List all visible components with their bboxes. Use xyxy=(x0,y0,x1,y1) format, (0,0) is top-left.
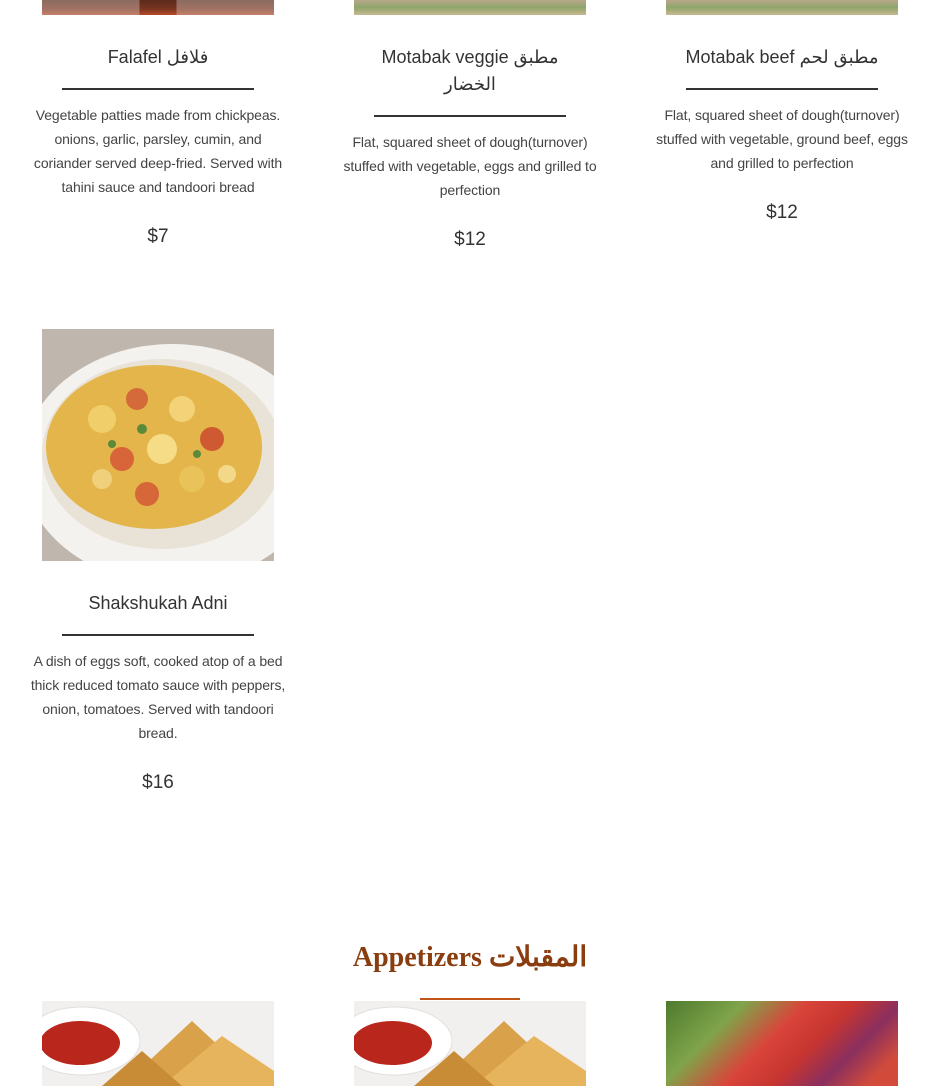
samosa-image-2 xyxy=(354,1001,586,1086)
title-line-1: Motabak veggie مطبق xyxy=(381,47,559,67)
menu-item-description-shakshukah: A dish of eggs soft, cooked atop of a bed thick reduced tomato sauce with peppers, onion, tomatoes. Served with tandoori bread. xyxy=(30,653,286,741)
menu-item-description-falafel: Vegetable patties made from chickpeas. onions, garlic, parsley, cumin, and coriander served deep-fried. Served with tahini sauce and tandoori bread xyxy=(33,107,283,195)
menu-item-price-falafel: $7 xyxy=(147,226,169,247)
samosa-image xyxy=(42,1001,274,1086)
falafel-image xyxy=(42,0,274,15)
motabak-beef-image xyxy=(666,0,898,15)
title-divider xyxy=(62,88,254,90)
title-divider xyxy=(374,115,566,117)
title-line-2: الخضار xyxy=(444,74,496,94)
title-divider xyxy=(62,634,254,636)
menu-item-price-motabak-veggie: $12 xyxy=(454,229,486,250)
menu-item-title-motabak-beef: Motabak beef مطبق لحم xyxy=(685,47,879,67)
motabak-veggie-image xyxy=(354,0,586,15)
menu-item-description-motabak-beef: Flat, squared sheet of dough(turnover) stuffed with vegetable, ground beef, eggs and grilled to perfection xyxy=(656,107,908,171)
salad-image xyxy=(666,1001,898,1086)
menu-item-price-motabak-beef: $12 xyxy=(766,202,798,223)
menu-item-title-falafel: Falafel فلافل xyxy=(107,47,209,67)
section-divider xyxy=(420,998,520,1000)
menu-item-price-shakshukah: $16 xyxy=(142,772,174,793)
shakshukah-image xyxy=(42,329,274,561)
section-title-appetizers: Appetizers المقبلات xyxy=(352,942,588,973)
menu-item-title-motabak-veggie xyxy=(342,44,598,98)
title-divider xyxy=(686,88,878,90)
menu-item-title-shakshukah: Shakshukah Adni xyxy=(88,593,228,613)
menu-item-description-motabak-veggie: Flat, squared sheet of dough(turnover) stuffed with vegetable, eggs and grilled to perfection xyxy=(343,134,597,198)
